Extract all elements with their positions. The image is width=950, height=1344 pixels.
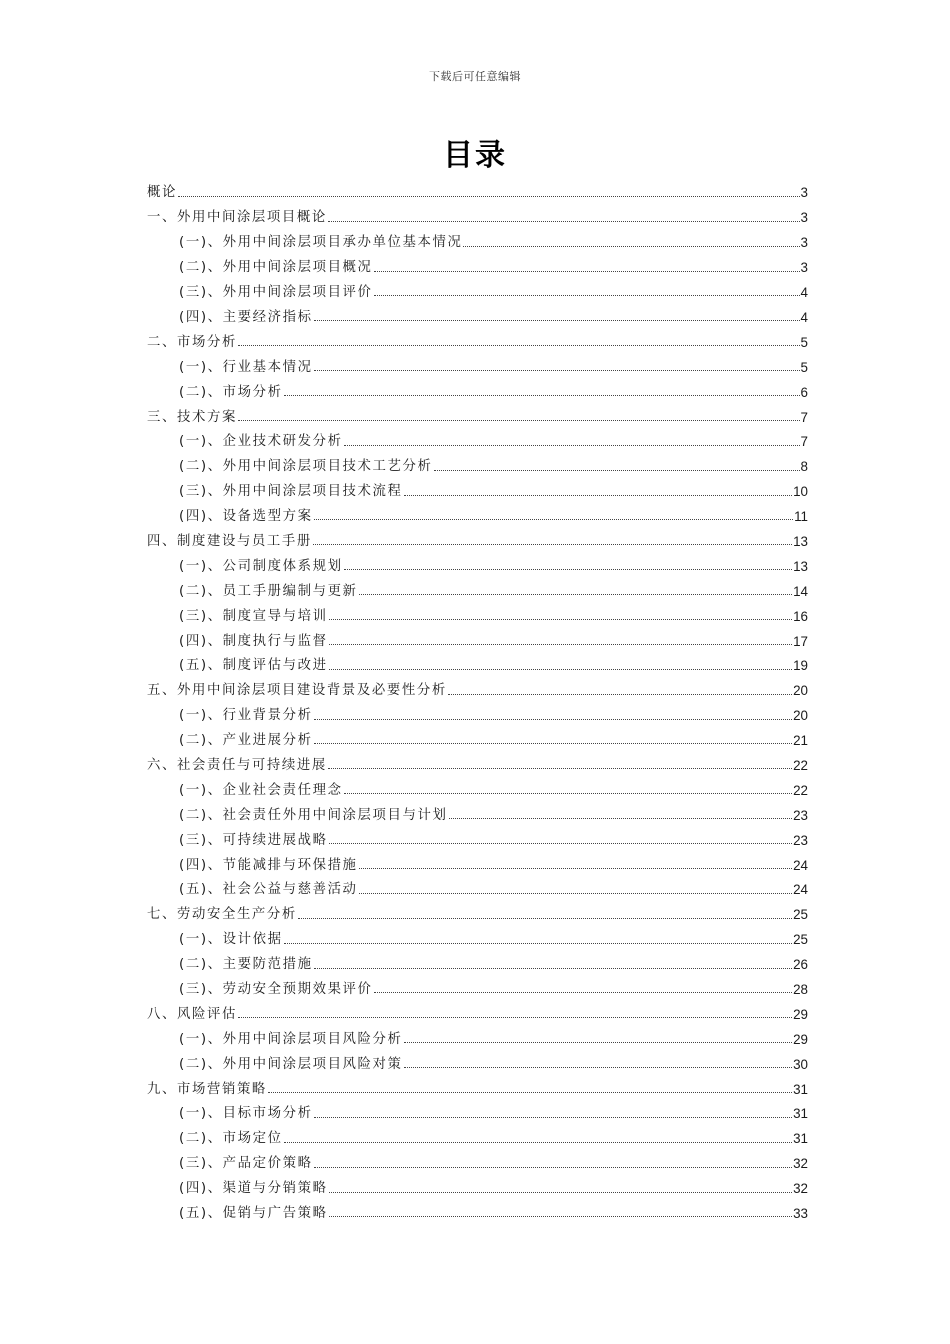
- toc-entry-label: (二)、市场定位: [179, 1131, 283, 1147]
- toc-dot-leader: [314, 719, 793, 720]
- toc-page-number: 6: [800, 384, 808, 400]
- toc-dot-leader: [404, 1042, 793, 1043]
- toc-dot-leader: [404, 495, 793, 496]
- toc-section-entry[interactable]: [147, 723, 808, 748]
- toc-dot-leader: [314, 743, 793, 744]
- toc-entry-label: 一、外用中间涂层项目概论: [147, 210, 327, 226]
- toc-dot-leader: [329, 644, 793, 645]
- toc-entry-label: (四)、主要经济指标: [179, 309, 313, 325]
- toc-section-entry[interactable]: [147, 872, 808, 897]
- toc-section-entry[interactable]: [147, 598, 808, 623]
- toc-chapter-entry[interactable]: [147, 747, 808, 772]
- toc-section-entry[interactable]: [147, 374, 808, 399]
- toc-section-entry[interactable]: [147, 1046, 808, 1071]
- toc-page-number: 19: [793, 658, 808, 674]
- toc-entry-label: (二)、外用中间涂层项目技术工艺分析: [179, 459, 433, 475]
- toc-dot-leader: [448, 694, 792, 695]
- toc-entry-label: (三)、制度宣导与培训: [179, 608, 328, 624]
- toc-section-entry[interactable]: [147, 424, 808, 449]
- toc-page-number: 4: [800, 309, 808, 325]
- toc-entry-label: 九、市场营销策略: [147, 1081, 267, 1097]
- toc-page-number: 7: [800, 409, 808, 425]
- toc-page-number: 11: [794, 509, 808, 525]
- toc-page-number: 10: [793, 484, 808, 500]
- toc-entry-label: (二)、社会责任外用中间涂层项目与计划: [179, 807, 448, 823]
- toc-page-number: 23: [793, 832, 808, 848]
- toc-page-number: 3: [800, 235, 808, 251]
- toc-page-number: 5: [800, 359, 808, 375]
- toc-page-number: 28: [793, 981, 808, 997]
- header-note: 下载后可任意编辑: [429, 70, 521, 83]
- toc-section-entry[interactable]: [147, 1146, 808, 1171]
- toc-section-entry[interactable]: [147, 573, 808, 598]
- toc-entry-label: (二)、外用中间涂层项目风险对策: [179, 1056, 403, 1072]
- toc-section-entry[interactable]: [147, 1196, 808, 1221]
- toc-entry-label: (二)、员工手册编制与更新: [179, 583, 358, 599]
- toc-dot-leader: [314, 1167, 793, 1168]
- toc-page-number: 31: [793, 1106, 808, 1122]
- toc-entry-label: (一)、公司制度体系规划: [179, 558, 343, 574]
- toc-page-number: 23: [793, 807, 808, 823]
- toc-dot-leader: [238, 420, 800, 421]
- toc-entry-label: (三)、可持续进展战略: [179, 832, 328, 848]
- toc-entry-label: (一)、行业基本情况: [179, 359, 313, 375]
- toc-section-entry[interactable]: [147, 548, 808, 573]
- toc-entry-label: (一)、外用中间涂层项目承办单位基本情况: [179, 235, 463, 251]
- toc-dot-leader: [463, 246, 799, 247]
- toc-section-entry[interactable]: [147, 1021, 808, 1046]
- toc-page-number: 22: [793, 757, 808, 773]
- toc-section-entry[interactable]: [147, 275, 808, 300]
- toc-dot-leader: [329, 1216, 793, 1217]
- toc-chapter-entry[interactable]: [147, 523, 808, 548]
- toc-dot-leader: [314, 968, 793, 969]
- toc-dot-leader: [284, 395, 800, 396]
- toc-section-entry[interactable]: [147, 847, 808, 872]
- toc-page-number: 26: [793, 957, 808, 973]
- toc-dot-leader: [344, 793, 793, 794]
- toc-section-entry[interactable]: [147, 623, 808, 648]
- toc-page-number: 8: [800, 459, 808, 475]
- toc-entry-label: 六、社会责任与可持续进展: [147, 757, 327, 773]
- toc-chapter-entry[interactable]: [147, 996, 808, 1021]
- toc-entry-label: (三)、外用中间涂层项目技术流程: [179, 484, 403, 500]
- toc-section-entry[interactable]: [147, 349, 808, 374]
- toc-dot-leader: [344, 569, 793, 570]
- toc-section-entry[interactable]: [147, 250, 808, 275]
- toc-section-entry[interactable]: [147, 449, 808, 474]
- toc-section-entry[interactable]: [147, 1171, 808, 1196]
- toc-page-number: 29: [793, 1031, 808, 1047]
- toc-section-entry[interactable]: [147, 947, 808, 972]
- toc-section-entry[interactable]: [147, 922, 808, 947]
- toc-section-entry[interactable]: [147, 648, 808, 673]
- toc-chapter-entry[interactable]: [147, 324, 808, 349]
- toc-dot-leader: [329, 1192, 793, 1193]
- toc-page-number: 24: [793, 857, 808, 873]
- toc-page-number: 30: [793, 1056, 808, 1072]
- toc-chapter-entry[interactable]: [147, 673, 808, 698]
- toc-chapter-entry[interactable]: [147, 399, 808, 424]
- toc-dot-leader: [284, 1142, 793, 1143]
- toc-dot-leader: [314, 1117, 793, 1118]
- toc-page-number: 17: [793, 633, 808, 649]
- toc-dot-leader: [344, 445, 800, 446]
- toc-entry-label: (四)、设备选型方案: [179, 509, 313, 525]
- toc-dot-leader: [449, 818, 793, 819]
- toc-entry-label: 三、技术方案: [147, 409, 237, 425]
- toc-entry-label: (一)、目标市场分析: [179, 1106, 313, 1122]
- toc-page-number: 24: [793, 882, 808, 898]
- toc-page-number: 32: [793, 1181, 808, 1197]
- toc-title: 目录: [443, 138, 507, 173]
- toc-entry-label: 四、制度建设与员工手册: [147, 533, 312, 549]
- toc-dot-leader: [329, 669, 793, 670]
- toc-page-number: 31: [793, 1081, 808, 1097]
- toc-page-number: 25: [793, 907, 808, 923]
- toc-entry-label: (一)、行业背景分析: [179, 708, 313, 724]
- toc-dot-leader: [328, 221, 800, 222]
- toc-page-number: 31: [793, 1131, 808, 1147]
- toc-page-number: 3: [800, 185, 808, 201]
- toc-dot-leader: [238, 345, 800, 346]
- toc-section-entry[interactable]: [147, 225, 808, 250]
- toc-section-entry[interactable]: [147, 299, 808, 324]
- toc-dot-leader: [374, 295, 800, 296]
- toc-dot-leader: [313, 544, 792, 545]
- toc-dot-leader: [359, 594, 793, 595]
- toc-entry-label: (一)、外用中间涂层项目风险分析: [179, 1031, 403, 1047]
- toc-entry-label: 二、市场分析: [147, 334, 237, 350]
- toc-page-number: 14: [793, 583, 808, 599]
- toc-entry-label: (三)、外用中间涂层项目评价: [179, 285, 373, 301]
- toc-page-number: 5: [800, 334, 808, 350]
- toc-section-entry[interactable]: [147, 797, 808, 822]
- toc-dot-leader: [238, 1017, 792, 1018]
- toc-entry-label: (二)、市场分析: [179, 384, 283, 400]
- toc-dot-leader: [328, 768, 792, 769]
- toc-entry-label: 八、风险评估: [147, 1006, 237, 1022]
- toc-entry-label: (四)、制度执行与监督: [179, 633, 328, 649]
- toc-page-number: 13: [793, 558, 808, 574]
- toc-dot-leader: [314, 320, 800, 321]
- toc-entry-label: (二)、主要防范措施: [179, 957, 313, 973]
- toc-entry-label: 概论: [147, 185, 177, 201]
- toc-dot-leader: [268, 1092, 792, 1093]
- toc-section-entry[interactable]: [147, 772, 808, 797]
- toc-dot-leader: [314, 370, 800, 371]
- toc-chapter-entry[interactable]: [147, 1071, 808, 1096]
- toc-page-number: 22: [793, 782, 808, 798]
- toc-entry-label: (五)、促销与广告策略: [179, 1206, 328, 1221]
- toc-chapter-entry[interactable]: [147, 200, 808, 225]
- toc-page-number: 7: [800, 434, 808, 450]
- toc-entry-label: (二)、外用中间涂层项目概况: [179, 260, 373, 276]
- toc-dot-leader: [314, 519, 794, 520]
- toc-page-number: 21: [793, 733, 808, 749]
- toc-page-number: 20: [793, 708, 808, 724]
- toc-entry-label: (三)、劳动安全预期效果评价: [179, 981, 373, 997]
- toc-entry-label: (三)、产品定价策略: [179, 1156, 313, 1172]
- toc-page-number: 33: [793, 1206, 808, 1221]
- toc-page-number: 32: [793, 1156, 808, 1172]
- toc-dot-leader: [329, 843, 793, 844]
- toc-dot-leader: [374, 271, 800, 272]
- toc-entry-label: (四)、节能减排与环保措施: [179, 857, 358, 873]
- toc-entry-label: 七、劳动安全生产分析: [147, 907, 297, 923]
- toc-dot-leader: [374, 992, 793, 993]
- toc-chapter-entry[interactable]: [147, 897, 808, 922]
- toc-page-number: 3: [800, 210, 808, 226]
- toc-dot-leader: [404, 1067, 793, 1068]
- toc-dot-leader: [434, 470, 800, 471]
- toc-section-entry[interactable]: [147, 1096, 808, 1121]
- toc-page-number: 20: [793, 683, 808, 699]
- toc-entry-label: (一)、设计依据: [179, 932, 283, 948]
- toc-dot-leader: [298, 918, 792, 919]
- toc-section-entry[interactable]: [147, 1121, 808, 1146]
- toc-dot-leader: [178, 196, 800, 197]
- toc-section-entry[interactable]: [147, 499, 808, 524]
- toc-dot-leader: [359, 868, 793, 869]
- table-of-contents: [147, 175, 808, 1220]
- toc-entry-label: (五)、制度评估与改进: [179, 658, 328, 674]
- toc-entry-label: 五、外用中间涂层项目建设背景及必要性分析: [147, 683, 447, 699]
- toc-section-entry[interactable]: [147, 972, 808, 997]
- toc-page-number: 4: [800, 285, 808, 301]
- toc-entry-label: (一)、企业社会责任理念: [179, 782, 343, 798]
- toc-dot-leader: [359, 893, 793, 894]
- toc-section-entry[interactable]: [147, 822, 808, 847]
- toc-entry-label: (一)、企业技术研发分析: [179, 434, 343, 450]
- toc-entry-label: (二)、产业进展分析: [179, 733, 313, 749]
- toc-section-entry[interactable]: [147, 474, 808, 499]
- toc-dot-leader: [284, 943, 793, 944]
- toc-chapter-entry[interactable]: [147, 175, 808, 200]
- toc-section-entry[interactable]: [147, 698, 808, 723]
- toc-page-number: 25: [793, 932, 808, 948]
- toc-page-number: 16: [793, 608, 808, 624]
- toc-page-number: 13: [793, 533, 808, 549]
- toc-entry-label: (四)、渠道与分销策略: [179, 1181, 328, 1197]
- toc-dot-leader: [329, 619, 793, 620]
- toc-page-number: 29: [793, 1006, 808, 1022]
- toc-entry-label: (五)、社会公益与慈善活动: [179, 882, 358, 898]
- toc-page-number: 3: [800, 260, 808, 276]
